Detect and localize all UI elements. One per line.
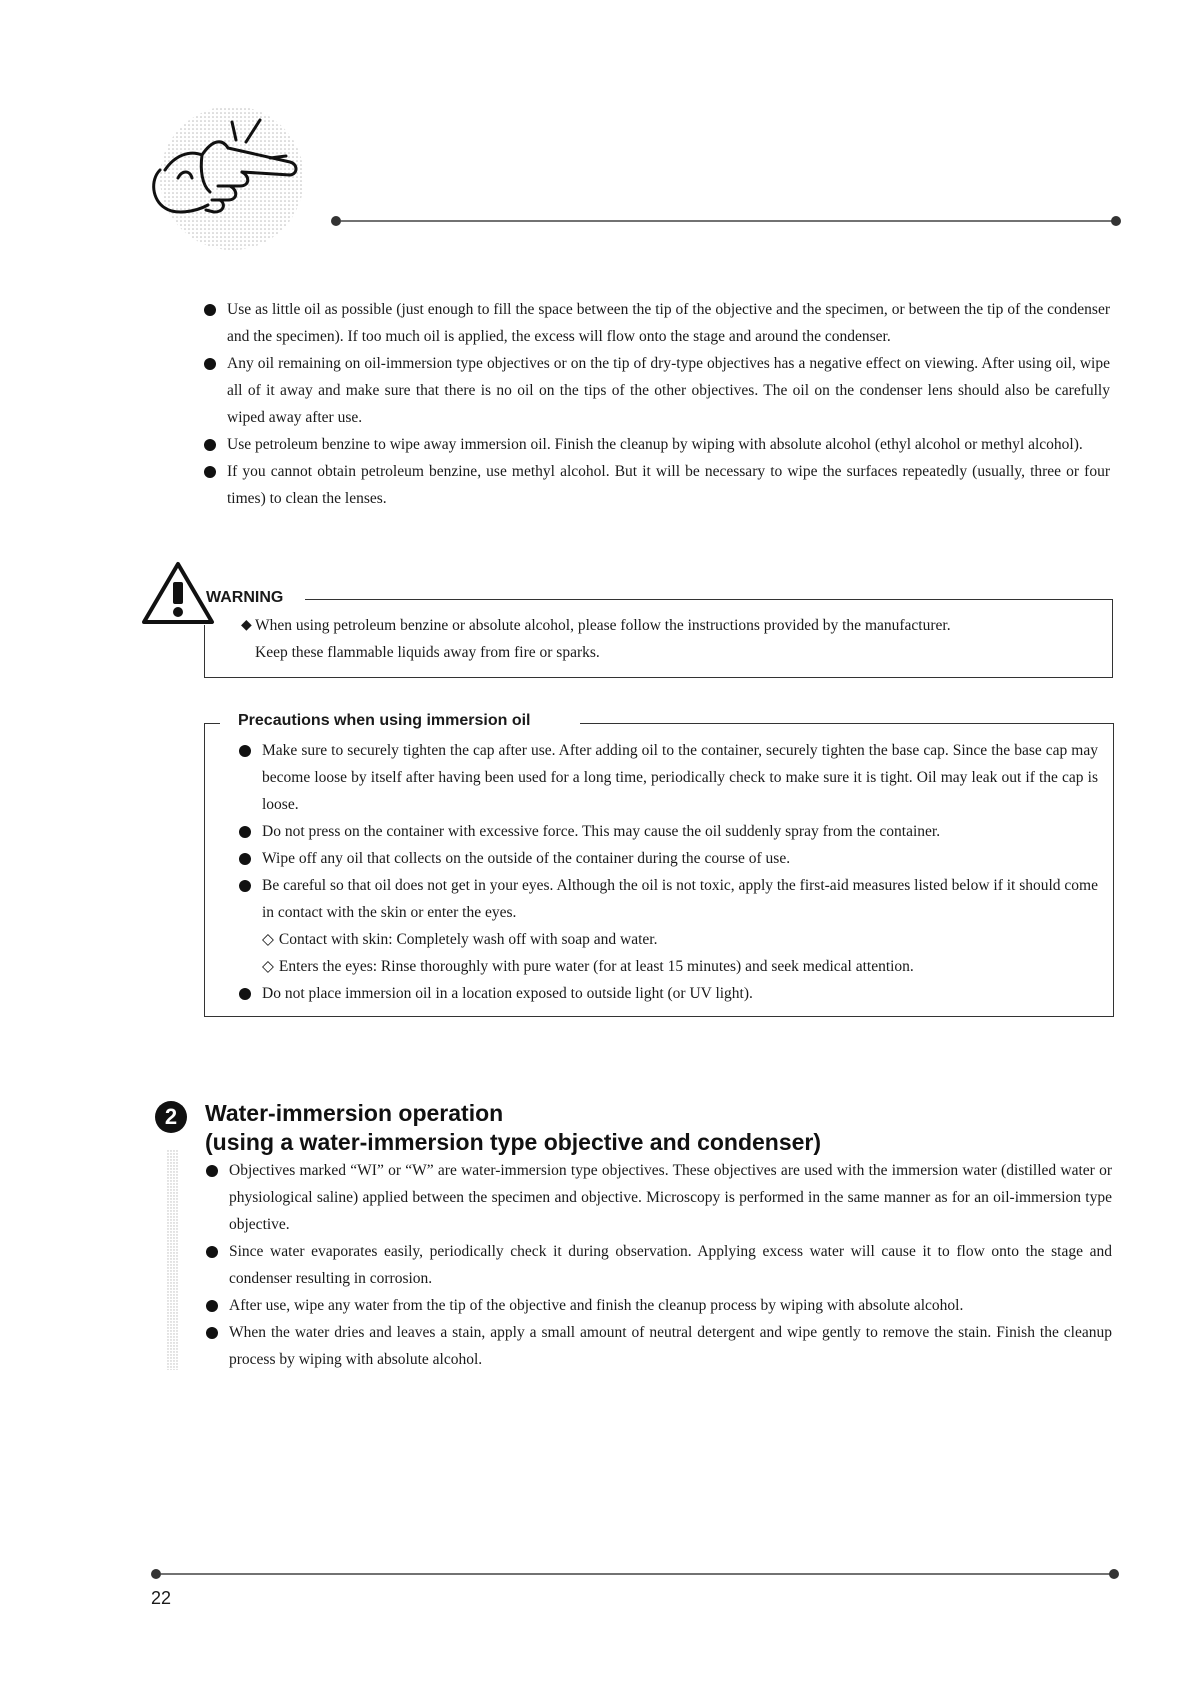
section-title <box>205 1099 821 1157</box>
top-decorative-rule <box>330 215 1122 227</box>
list-item: Do not press on the container with excessive force. This may cause the oil suddenly spray from the container. <box>262 818 1098 845</box>
sub-item: ◇ Contact with skin: Completely wash off with soap and water. <box>262 926 1098 953</box>
section-number-badge: 2 <box>155 1101 187 1133</box>
precautions-title: Precautions when using immersion oil <box>238 712 531 729</box>
list-item: Any oil remaining on oil-immersion type objectives or on the tip of dry-type objectives has a negative effect on viewing. After using oil, wipe all of it away and make sure that there is no oil on the tips of the other objectives. The oil on the condenser lens should also be carefully wiped away after use. <box>227 350 1110 431</box>
section-title-line: Water-immersion operation <box>205 1100 504 1126</box>
diamond-bullet-icon: ◆ <box>241 618 252 633</box>
warning-box-left-border <box>204 625 205 677</box>
precautions-box-top-border <box>580 723 1113 724</box>
page-number: 22 <box>151 1588 172 1608</box>
list-item: Do not place immersion oil in a location exposed to outside light (or UV light). <box>262 980 1098 1007</box>
warning-line: When using petroleum benzine or absolute alcohol, please follow the instructions provided by the manufacturer. <box>255 617 951 634</box>
warning-line: Keep these flammable liquids away from fire or sparks. <box>255 644 600 661</box>
warning-triangle-icon <box>140 560 216 626</box>
list-item: Wipe off any oil that collects on the outside of the container during the course of use. <box>262 845 1098 872</box>
list-item: Be careful so that oil does not get in your eyes. Although the oil is not toxic, apply the first-aid measures listed below if it should come in contact with the skin or enter the eyes. <box>262 872 1098 926</box>
pointing-hand-icon <box>140 100 315 260</box>
warning-box-right-border <box>1112 599 1113 678</box>
list-item: Use as little oil as possible (just enough to fill the space between the tip of the objective and the specimen, or between the tip of the condenser and the specimen). If too much oil is applied, the excess will flow onto the stage and around the condenser. <box>227 296 1110 350</box>
list-item: Objectives marked “WI” or “W” are water-immersion type objectives. These objectives are used with the immersion water (distilled water or physiological saline) applied between the specimen and objective. Microscopy is performed in the same manner as for an oil-immersion type objective. <box>229 1157 1112 1238</box>
section-side-bar <box>167 1150 179 1370</box>
section2-bullet-list <box>229 1157 1112 1373</box>
warning-text <box>241 612 1095 666</box>
warning-box-top-border <box>305 599 1113 600</box>
warning-label: WARNING <box>206 589 284 606</box>
list-item: Use petroleum benzine to wipe away immersion oil. Finish the cleanup by wiping with absolute alcohol (ethyl alcohol or methyl alcohol). <box>227 431 1110 458</box>
warning-box-bottom-border <box>204 677 1113 678</box>
precautions-box-top-border <box>204 723 220 724</box>
list-item: Make sure to securely tighten the cap after use. After adding oil to the container, securely tighten the base cap. Since the base cap may become loose by itself after having been used for a long time, periodically check to make sure it is tight. Oil may leak out if the cap is loose. <box>262 737 1098 818</box>
sub-item: ◇ Enters the eyes: Rinse thoroughly with pure water (for at least 15 minutes) and seek medical attention. <box>262 953 1098 980</box>
list-item: After use, wipe any water from the tip of the objective and finish the cleanup process by wiping with absolute alcohol. <box>229 1292 1112 1319</box>
intro-bullet-list <box>227 296 1110 512</box>
bottom-decorative-rule <box>150 1568 1120 1580</box>
list-item: Since water evaporates easily, periodically check it during observation. Applying excess water will cause it to flow onto the stage and condenser resulting in corrosion. <box>229 1238 1112 1292</box>
list-item: If you cannot obtain petroleum benzine, use methyl alcohol. But it will be necessary to wipe the surfaces repeatedly (usually, three or four times) to clean the lenses. <box>227 458 1110 512</box>
section-title-line: (using a water-immersion type objective and condenser) <box>205 1129 822 1155</box>
precautions-list <box>262 737 1098 1007</box>
list-item: When the water dries and leaves a stain, apply a small amount of neutral detergent and wipe gently to remove the stain. Finish the cleanup process by wiping with absolute alcohol. <box>229 1319 1112 1373</box>
